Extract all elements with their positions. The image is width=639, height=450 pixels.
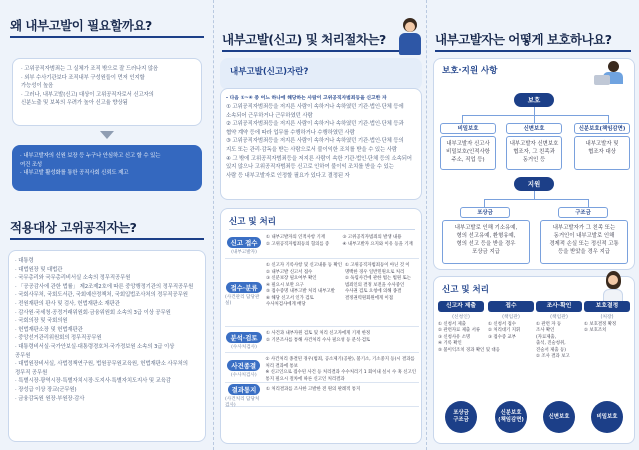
protection-step-line: 진술서 제출 등) (536, 347, 566, 353)
protect-line: 협조자, 그 친족과 (513, 149, 555, 155)
definition-item: 협약 계약 등에 따라 업무를 수행하거나 수행하였던 사람 (226, 129, 355, 136)
process-step-actor: (수사처검사) (231, 344, 257, 350)
process-line: 수사권 검토 요청에 의해 종결 (344, 289, 402, 294)
definition-items (226, 103, 416, 180)
protection-step-line: ① 보호결정 확정 (584, 322, 617, 327)
definition-item: 지도 또는 관리·감독을 받는 사람으로서 불이익한 조치를 받을 수 있는 사람 (226, 146, 397, 153)
process-row (225, 355, 419, 383)
official-item: · 「공공감사에 관한 법률」 제2조제2호에 따른 중앙행정기관의 정무직공무원 (15, 283, 194, 290)
definition-lead: - 다음 ①~④ 중 어느 하나에 해당하는 사람이 고위공직자범죄등을 신고한 자 (226, 96, 387, 101)
protect-line: 협조자 대상 (588, 149, 616, 155)
process-line: ② 내부고발 신고서 접수 (266, 269, 313, 275)
reason-item: · 그러나, 내부고발(신고) 대상이 고위공직자로서 신고자의 (21, 91, 154, 98)
official-item: · 대통령 (15, 258, 34, 264)
circle-line: 비밀보호 (596, 413, 618, 420)
protect-line: 주소, 직업 등) (451, 157, 485, 163)
process-line: 명백한 경우 일반민원으로 처리 (344, 269, 405, 275)
process-row (225, 385, 419, 407)
official-item: · 대법원장 및 대법관 (15, 266, 63, 273)
process-col-left (266, 235, 340, 248)
definition-subtitle: 내부고발(신고)자란? (230, 67, 309, 77)
protection-step-actor: (책임관) (502, 315, 520, 320)
protection-step-head: 보호결정 (584, 301, 630, 312)
support-line: 동거인이 내부고발로 인해 (553, 233, 615, 239)
process-step-body (263, 329, 419, 352)
definition-item: 소속되어 근무하거나 근무하였던 사람 (226, 112, 313, 119)
protection-circle (543, 401, 575, 433)
circle-line: 포상금 (453, 410, 469, 416)
process-step-name: 분석·검토 (226, 332, 261, 343)
support-line: 형의 선고 등을 받을 경우 (456, 241, 516, 247)
protection-step-line: ③ 신청사유 소명 (438, 334, 471, 340)
support-line: 형의 선고유예, 환형유예, (456, 233, 516, 239)
official-list-box (8, 250, 206, 442)
circle-line: 구조금 (453, 417, 469, 423)
process-line: ⑤ 접수증명 내부고발 처리 내부고발 (266, 289, 335, 294)
official-item: · 국회사무처, 국회도서관, 국회예산정책처, 국회입법조사처의 정무직공무원 (15, 292, 188, 299)
official-item: · 전원재판의 판사 및 검사, 헌법재판소 재판관 (15, 300, 120, 307)
protection-circle (445, 401, 477, 433)
protection-step-line: ⑤ 불이익조치 경과 확인 및 대응 (438, 347, 500, 353)
process-line: ② 독립사건에 관한 법는 법원 또는 (344, 276, 411, 281)
process-line: ③ 고위공직자범죄의 발생 내용 (342, 235, 402, 240)
protection-step-head: 접수 (488, 301, 534, 312)
process-step-actor: (사건관리 담당관실) (225, 294, 260, 306)
process-step-actor: (수사처검사) (230, 372, 257, 378)
process-step-actor: (사건처리 담당처검사) (225, 396, 260, 408)
process-line: ③ 신분보장 필요여부 확인 (266, 276, 317, 281)
protect-head: 신변보호 (506, 123, 562, 134)
protect-line: 내부고발자 신고사 (446, 141, 490, 147)
official-item: · 국무총리와 국무총리비서실 소속의 정무직공무원 (15, 275, 131, 282)
official-item: · 헌법재판소장 및 헌법재판관 (15, 326, 83, 333)
support-head: 포상금 (460, 207, 510, 218)
process-line: ※ 신고인으로 접수된 사건 등 처리결과 수수처리기 1 회이내 실시 수 혹 신고인 (265, 370, 416, 375)
goal-box (12, 145, 202, 191)
protection-circle (495, 401, 527, 433)
process-step-columns (266, 263, 416, 309)
process-line: ② 고위공직자범죄등의 혐의를 증 (266, 241, 330, 247)
process-row (225, 329, 419, 353)
process-row (225, 233, 419, 259)
process-line: ① 사건처리 종결된 경우(범죄, 공소제기(공판), 불기소, 기소중지 등)시 결과를 (265, 357, 415, 362)
protection-process-box (433, 276, 635, 444)
protection-step-line: ① 관련 자 등 (536, 322, 562, 327)
title-underline (10, 238, 204, 240)
definition-item: ① 고위공직자범죄등을 저지른 사람이 속하거나 속하였던 기관·법인·단체 등에 (226, 104, 404, 110)
support-body (540, 220, 628, 264)
laptop-person-illustration (594, 61, 630, 89)
protection-step-line: ④ 기록 확인 (438, 341, 462, 347)
process-line: ① 처리결과를 조사한 고발한 전 원의 판례적 통지 (266, 387, 361, 392)
definition-item: 있지 않으나 고위공직자범죄등 신고로 인하여 불이익 조치를 받을 수 있는 (226, 164, 394, 171)
official-item: · 국회의장 및 국회의원 (15, 318, 68, 325)
protection-step-body (536, 322, 582, 360)
process-row (225, 261, 419, 327)
protect-head: 비밀보호 (440, 123, 496, 134)
process-step-head (225, 385, 263, 406)
process-line: ② 기본조사를 통해 사건처리 수사 필요성 등 분석·검토 (266, 337, 371, 343)
reason-list (21, 65, 193, 108)
official-item: · 대법원장비서실, 사법정책연구원, 법원공무원교육원, 헌법재판소 사무처의 (15, 361, 188, 368)
official-item: 정무직 공무원 (15, 369, 48, 376)
circle-line: 신변보호 (548, 413, 570, 420)
protection-step-actor: (신청인) (452, 315, 470, 320)
protection-step-body (584, 322, 630, 335)
protection-step-body (488, 322, 534, 341)
process-step-columns (266, 235, 416, 248)
protection-step-line: 조사 확인 (536, 328, 555, 334)
protection-step-actor: (처장) (600, 315, 614, 320)
protect-body (440, 136, 496, 170)
goal-item: 여건 조성 (20, 161, 43, 168)
support-line: 내부고발자가 그 친족 또는 (552, 225, 616, 231)
protection-step-line: ② 관련자료 제출 서류 (438, 328, 481, 334)
panel1-title2: 적용대상 고위공직자는? (10, 220, 137, 235)
definition-item: ③ 고위공직자범죄등을 저지른 사람이 속하거나 속하였던 기관·법인·단체 등의 (226, 138, 404, 145)
reason-item: · 고위공직자범죄는 그 실체가 조직 밖으로 잘 드러나지 않음 (21, 66, 159, 72)
process-line: 통지 필요시 절차에 따른 신고인 처리결과 (265, 376, 345, 382)
presenter-illustration (396, 18, 424, 58)
definition-header (220, 58, 422, 90)
panel-reporting-procedure (213, 0, 426, 450)
protection-step-line: ② 처리대기 지휘 (488, 328, 521, 334)
panel3-title: 내부고발자는 어떻게 보호하나요? (435, 32, 612, 47)
process-col-left (266, 263, 342, 309)
process-step-body (263, 261, 419, 326)
official-item: · 중앙선거관리위원회의 정무직공무원 (15, 335, 102, 342)
goal-item: · 내부고발자의 신원 보장 등 누구나 안심하고 신고 할 수 있는 (20, 153, 161, 159)
definition-item: ④ 그 밖에 고위공직자범죄등을 저지른 사람이 속한 기관·법인·단체 등의 소속되어 (226, 155, 412, 162)
process-line: ① 신고자 기록사항 및 신고내용 등 확인 (266, 263, 342, 268)
official-item: 공무원 (15, 352, 31, 359)
protect-label: 보호 (514, 93, 554, 107)
process-line: ④ 내부고발자 요지와 이유 등을 기재 (342, 241, 413, 247)
title-underline (222, 50, 418, 52)
title-underline (435, 50, 631, 52)
process-step-body (263, 233, 419, 258)
protect-line: 동거인 등 (522, 157, 546, 163)
process-line: ⑥ 해당 신고서 인가 검토 (266, 295, 314, 301)
process-step-name: 접수·분류 (226, 282, 261, 293)
protection-step-line: ② 조사 결과 보고 (536, 354, 570, 360)
protection-section-title: 보호·지원 사항 (442, 66, 498, 76)
support-line: 내부고발로 인해 기소유예, (454, 225, 518, 231)
support-line: 등을 받았을 경우 지급 (557, 249, 610, 255)
panel-protection (426, 0, 639, 450)
process-step-actor: (내부고발자) (231, 249, 257, 255)
process-step-head (225, 355, 263, 382)
protect-line: 내부고발자 신변보호 (509, 141, 559, 147)
protection-step-actor: (책임관) (550, 315, 568, 320)
protection-circle (591, 401, 623, 433)
definition-item: 사람 등 내부고발자로 인정할 필요가 있다고 결정된 자 (226, 172, 350, 179)
process-col-right (343, 235, 417, 248)
panel-why-whistleblowing (0, 0, 213, 450)
process-step-body (263, 385, 419, 406)
protection-step-line: ② 보호조치 (584, 328, 607, 334)
process-step-name: 결과통지 (228, 384, 261, 395)
protect-line: 내부고발자 및 (585, 141, 619, 147)
arrow-down-icon (100, 131, 114, 139)
process-line: ④ 필요시 보완 요구 (266, 282, 304, 288)
process-line: ① 사건과 내부자원 검토 및 처리 신고자에게 기재 한정 (266, 331, 371, 336)
protection-process-title: 신고 및 처리 (442, 285, 489, 295)
goal-item: · 내부고발 활성화를 통한 공직사회 신뢰도 제고 (20, 170, 129, 177)
official-list (15, 257, 199, 403)
official-item: · 특별시장·광역시장·특별자치시장·도지사·특별자치도지사 및 교육감 (15, 378, 171, 385)
process-line: ① 내부고발자의 인적사항 기재 (266, 235, 326, 240)
support-line: 포상금 지급 (472, 249, 500, 255)
definition-box (220, 88, 422, 200)
protection-step-line: ③ 접수증 교부 (488, 334, 516, 340)
official-item: · 감사원·국세청·공정거래위원회·금융위원회 소속의 3급 이상 공무원 (15, 309, 171, 316)
goal-list (20, 152, 194, 178)
process-line: 결정권력원회원에게 이첩 (344, 295, 393, 301)
process-step-name: 사건종결 (227, 360, 260, 371)
protection-step-head: 조사·확인 (536, 301, 582, 312)
reason-item: 가능성이 높음 (21, 83, 54, 90)
official-item: · 금융감독원 원장·부원장·감사 (15, 395, 85, 402)
process-step-head (225, 329, 263, 352)
process-col-right (345, 263, 416, 309)
protection-step-line: (자료제출, (536, 334, 557, 340)
reason-box (12, 58, 202, 126)
reason-item: · 외부 수사기관보다 조직내부 구성원들이 먼저 인지할 (21, 74, 145, 81)
support-line: 경제적 손실 또는 정신적 고통 (549, 241, 619, 247)
protection-step-line: ① 신청서 제출 (438, 322, 466, 327)
process-section-title: 신고 및 처리 (229, 217, 276, 227)
protect-line: 비밀보호(인적사항 (446, 149, 490, 155)
process-step-name: 신고 접수 (227, 237, 262, 248)
process-line: 수사처검사에게 배당 (266, 302, 306, 307)
official-item: · 장성급 이상 장교(군무원) (15, 386, 77, 393)
circle-line: (책임감면) (498, 417, 524, 423)
protection-step-line: 출석, 진술청취, (536, 341, 566, 347)
support-label: 지원 (514, 177, 554, 191)
protection-box (433, 58, 635, 270)
divider (229, 229, 415, 230)
support-head: 구조금 (558, 207, 608, 218)
process-line: 범죄인의 결정 보전을 수사중인 (344, 282, 405, 288)
protection-step-head: 신고자 제출 (438, 301, 484, 312)
official-item: · 대통령비서실·국가안보실·대통령경호처·국가정보원 소속의 3급 이상 (15, 343, 175, 350)
title-underline (10, 36, 204, 38)
reason-item: 신분노출 및 보복의 우려가 높아 신고율 향상됨 (21, 100, 128, 107)
protection-step-line: ① 신청서 접수 (488, 322, 516, 327)
process-box (220, 208, 422, 444)
process-step-head (225, 261, 263, 326)
support-body (442, 220, 530, 264)
definition-item: ② 고위공직자범죄등을 저지른 사람이 속하거나 속하였던 기관·법인·단체 등과 (226, 121, 404, 128)
protection-step-body (438, 322, 500, 354)
process-step-body (263, 355, 419, 382)
protect-head: 신분보호(책임감면) (574, 123, 630, 134)
circle-line: 신분보호 (500, 410, 522, 416)
panel2-title: 내부고발(신고) 및 처리절차는? (222, 32, 386, 47)
protect-body (506, 136, 562, 170)
panel1-title: 왜 내부고발이 필요할까요? (10, 18, 152, 33)
process-line: ① 고위공직자범죄등이 아닌 것 이 (344, 263, 410, 268)
protect-body (574, 136, 630, 170)
process-step-head (225, 233, 263, 258)
process-line: 처리 결과에 통보 (265, 363, 299, 369)
